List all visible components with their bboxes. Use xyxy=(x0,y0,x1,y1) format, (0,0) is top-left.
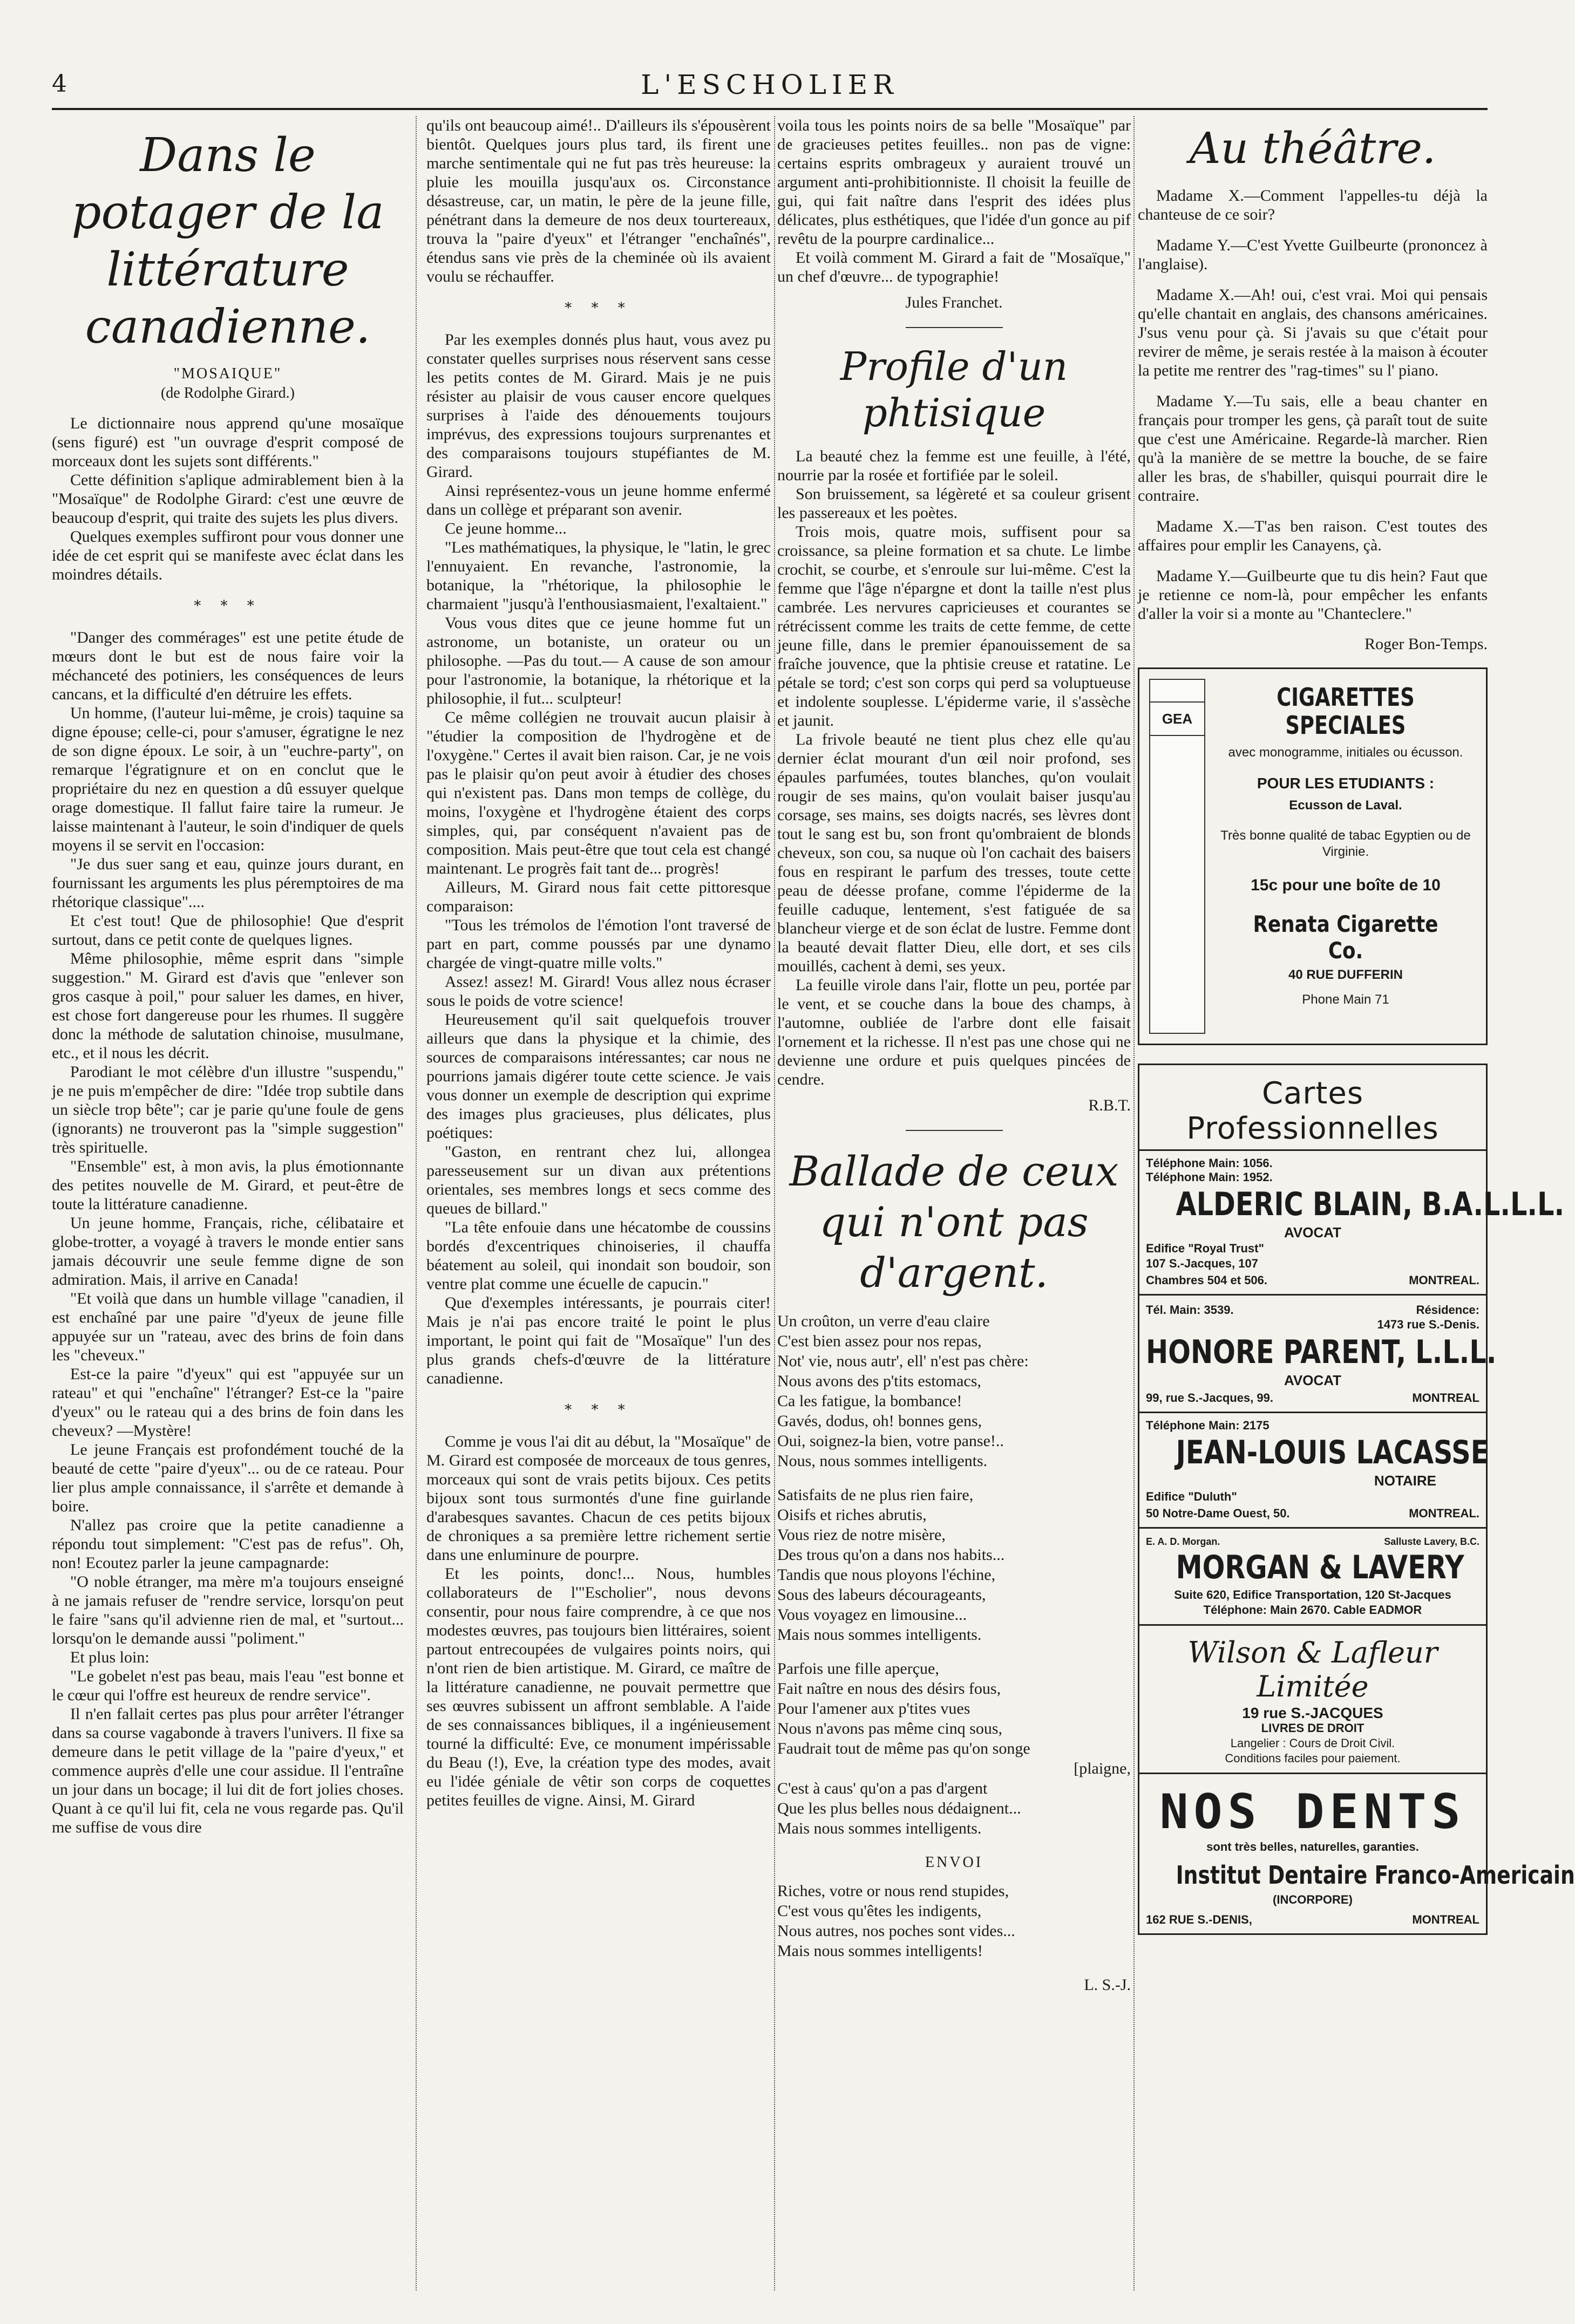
poem-line: Des trous qu'on a dans nos habits... xyxy=(777,1546,1005,1564)
page-number: 4 xyxy=(52,70,67,98)
cards-title: Cartes Professionnelles xyxy=(1139,1065,1486,1151)
paragraph: La beauté chez la femme est une feuille, à l'été, nourrie par la rosée et fortifiée par le soleil. xyxy=(777,447,1131,484)
poem-line: Tandis que nous ployons l'échine, xyxy=(777,1566,996,1584)
poem-line: Un croûton, un verre d'eau claire xyxy=(777,1312,990,1330)
poem-line: C'est à caus' qu'on a pas d'argent xyxy=(777,1780,988,1797)
card-city: MONTREAL xyxy=(1412,1391,1479,1405)
ad-phone: Phone Main 71 xyxy=(1302,992,1389,1007)
paragraph: Un jeune homme, Français, riche, célibataire et globe-trotter, a voyagé à travers le monde entier sans jamais découvrir une seule femme digne de son admiration. Mais, il arrive en Canada! xyxy=(52,1214,404,1289)
card-name: JEAN-LOUIS LACASSE xyxy=(1176,1434,1489,1471)
ad-title: CIGARETTES SPECIALES xyxy=(1277,683,1415,740)
paragraph: Par les exemples donnés plus haut, vous avez pu constater quelles surprises nous réservent sans cesse les petits contes de M. Girard. Mais je ne puis résister au plaisir de vous causer encore quelques surprises à l'aide des dénouements toujours imprévus, des expressions toujours surprenantes et des comparaisons toujours stupéfiantes de M. Girard. xyxy=(426,331,771,481)
poem-line: Mais nous sommes intelligents. xyxy=(777,1819,982,1837)
column-1 xyxy=(52,116,404,2291)
paragraph: Et c'est tout! Que de philosophie! Que d'esprit surtout, dans ce petit conte de quelques lignes. xyxy=(52,912,404,949)
ad-ecusson: Ecusson de Laval. xyxy=(1289,798,1402,813)
card-name: MORGAN & LAVERY xyxy=(1176,1549,1464,1586)
poem-line: Fait naître en nous des désirs fous, xyxy=(777,1680,1001,1698)
poem-stanza xyxy=(777,1311,1131,1471)
card-address: 50 Notre-Dame Ouest, 50. xyxy=(1146,1507,1290,1520)
card-headline: NOS DENTS xyxy=(1159,1784,1466,1839)
poem-line: Riches, votre or nous rend stupides, xyxy=(777,1882,1009,1900)
article-signature: R.B.T. xyxy=(1088,1096,1131,1114)
paragraph: Même philosophie, même esprit dans "simple suggestion." M. Girard est d'avis que "enlever son gros casque à poil," pour saluer les dames, en hiver, est chose fort dangereuse pour les rhumes. Il suggère donc la méthode de salutation chinoise, musulmane, etc., et il nous les décrit. xyxy=(52,950,404,1062)
poem-line: C'est bien assez pour nos repas, xyxy=(777,1332,982,1350)
article-body xyxy=(52,414,404,584)
cigarette-advertisement xyxy=(1138,667,1488,1045)
card-residence: Résidence: xyxy=(1416,1303,1479,1317)
section-stars: * * * xyxy=(565,1402,633,1418)
dialogue-line: Madame Y.—Guilbeurte que tu dis hein? Faut que je retienne ce nom-là, pour empêcher les enfants d'aller la voir si a monte au "Chanteclere." xyxy=(1138,567,1488,623)
column-divider xyxy=(774,116,775,2291)
card-role: NOTAIRE xyxy=(1374,1473,1436,1489)
cigarette-illustration xyxy=(1149,679,1205,1034)
card-rooms: Chambres 504 et 506. xyxy=(1146,1273,1268,1287)
poem-line: Oisifs et riches abrutis, xyxy=(777,1506,927,1524)
column-divider xyxy=(1133,116,1135,2291)
poem-signature: L. S.-J. xyxy=(1084,1976,1131,1994)
section-stars: * * * xyxy=(194,598,262,614)
poem-line: Nous, nous sommes intelligents. xyxy=(777,1452,988,1470)
paragraph: Vous vous dites que ce jeune homme fut un astronome, un botaniste, un orateur ou un philosophe. —Pas du tout.— A cause de son amour pour l'astronomie, la botanique, la rhétorique et la philosophie, il fut... sculpteur! xyxy=(426,614,771,707)
poem-line: [plaigne, xyxy=(1074,1760,1131,1777)
paragraph: "Le gobelet n'est pas beau, mais l'eau "est bonne et le cœur qui l'offre est heureux de rendre service". xyxy=(52,1667,404,1704)
poem-line: Nous n'avons pas même cinq sous, xyxy=(777,1720,1003,1737)
paragraph: Il n'en fallait certes pas plus pour arrêter l'étranger dans sa course vagabonde à travers l'univers. Il fixe sa demeure dans le petit village de la "paire d'yeux," et commence auprès d'elle une cour assidue. Il l'entraîne un jour dans un bocage; il lui dit de fort jolies choses. Quant à ce qu'il lui fit, cela ne vous regarde pas. Qu'il me suffise de vous dire xyxy=(52,1705,404,1836)
card-phone: Téléphone: Main 2670. Cable EADMOR xyxy=(1203,1603,1422,1617)
paragraph: "Les mathématiques, la physique, le "latin, le grec l'ennuyaient. En revanche, l'astronomie, la botanique, la "rhétorique, la philosophie le charmaient "jusqu'à l'enthousiasmaient, l'exaltaient." xyxy=(426,539,771,613)
paragraph: "Tous les trémolos de l'émotion l'ont traversé de part en part, comme poussés par une dynamo chargée de vingt-quatre mille volts." xyxy=(426,916,771,972)
poem-stanza xyxy=(777,1659,1131,1838)
paragraph: Que d'exemples intéressants, je pourrais citer! Mais je n'ai pas encore traité le point le plus important, le point qui fait de "Mosaïque" l'un des plus grands chefs-d'œuvre de la littérature canadienne. xyxy=(426,1294,771,1387)
card-row xyxy=(1146,1303,1479,1317)
card-row xyxy=(1146,1391,1479,1405)
paragraph: Un homme, (l'auteur lui-même, je crois) taquine sa digne épouse; celle-ci, pour s'amuser, égratigne le nez de son digne époux. Le soir, à un "euchre-party", on remarque l'égratignure et on en conclut que le propriétaire du nez en question a dû essuyer quelque orage domestique. Il fallut faire taire la rumeur. Je laisse maintenant à l'auteur, le soin d'indiquer de quels moyens il se servit en l'occasion: xyxy=(52,704,404,854)
poem-line: Faudrait tout de même pas qu'on songe xyxy=(777,1740,1030,1757)
ad-quality: Très bonne qualité de tabac Egyptien ou de Virginie. xyxy=(1220,828,1471,859)
paragraph: Assez! assez! M. Girard! Vous allez nous écraser sous le poids de votre science! xyxy=(426,973,771,1010)
card-row xyxy=(1146,1913,1479,1927)
dialogue-line: Madame X.—Comment l'appelles-tu déjà la chanteuse de ce soir? xyxy=(1138,187,1488,223)
card-building: Edifice "Duluth" xyxy=(1146,1490,1237,1503)
article-body xyxy=(52,628,404,1837)
card-address: 99, rue S.-Jacques, 99. xyxy=(1146,1391,1274,1405)
paragraph: "La tête enfouie dans une hécatombe de coussins bordés d'excentriques chinoiseries, il chauffa béatement au soleil, qui inondait son boudoir, son ventre plat comme une écuelle de capucin." xyxy=(426,1218,771,1293)
poem-line: Mais nous sommes intelligents! xyxy=(777,1942,983,1960)
article-title: Dans le potager de la littérature canadienne. xyxy=(71,128,384,354)
article-body xyxy=(426,116,771,286)
paragraph: Parodiant le mot célèbre d'un illustre "suspendu," je ne puis m'empêcher de dire: "Idée trop subtile dans un siècle trop bête"; car je parie qu'une foule de gens (ignorants) ne trouveront pas la "simple suggestion" très spirituelle. xyxy=(52,1063,404,1156)
article-subhead: "MOSAIQUE" xyxy=(173,365,282,382)
business-card xyxy=(1139,1626,1486,1774)
paragraph: Heureusement qu'il sait quelquefois trouver ailleurs que dans la physique et la chimie, des sources de comparaisons intéressantes; car nous ne pourrions jamais digérer toute cette science. Je vais vous donner un exemple de description qui exprime des images plus gracieuses, plus délicates, plus poétiques: xyxy=(426,1011,771,1142)
article-signature: Roger Bon-Temps. xyxy=(1364,635,1488,653)
dialogue-line: Madame X.—T'as ben raison. C'est toutes des affaires pour emplir les Canayens, çà. xyxy=(1138,517,1488,554)
professional-cards xyxy=(1138,1064,1575,1935)
cigarette-band: GEA xyxy=(1150,701,1204,736)
card-conditions: Conditions faciles pour paiement. xyxy=(1225,1751,1401,1765)
paragraph: "Ensemble" est, à mon avis, la plus émotionnante des petites nouvelle de M. Girard, et peut-être de toute la littérature canadienne. xyxy=(52,1157,404,1213)
business-card xyxy=(1139,1413,1489,1529)
card-institute: Institut Dentaire Franco-Americain xyxy=(1176,1860,1575,1890)
card-address: 19 rue S.-JACQUES xyxy=(1242,1705,1383,1721)
poem-line: Satisfaits de ne plus rien faire, xyxy=(777,1486,974,1504)
poem-title: Ballade de ceux qui n'ont pas d'argent. xyxy=(789,1147,1119,1297)
card-phone: Téléphone Main: 2175 xyxy=(1146,1419,1269,1432)
card-phone: Tél. Main: 3539. xyxy=(1146,1303,1234,1317)
card-courses: Langelier : Cours de Droit Civil. xyxy=(1230,1736,1395,1750)
card-address: 162 RUE S.-DENIS, xyxy=(1146,1913,1252,1926)
paragraph: Ailleurs, M. Girard nous fait cette pittoresque comparaison: xyxy=(426,878,771,915)
card-city: MONTREAL. xyxy=(1409,1507,1479,1520)
column-3 xyxy=(777,116,1131,2291)
card-role: AVOCAT xyxy=(1284,1224,1341,1241)
ad-students: POUR LES ETUDIANTS : xyxy=(1257,775,1435,792)
poem-line: Que les plus belles nous dédaignent... xyxy=(777,1800,1021,1817)
poem-line: Gavés, dodus, oh! bonnes gens, xyxy=(777,1412,982,1430)
paragraph: Le jeune Français est profondément touché de la beauté de cette "paire d'yeux"... ou de ce rateau. Pour lier plus ample connaissance, il s'arrête et demande à boire. xyxy=(52,1441,404,1515)
paragraph: Le dictionnaire nous apprend qu'une mosaïque (sens figuré) est "un ouvrage d'esprit composé de morceaux dont les sujets sont différents." xyxy=(52,414,404,470)
card-incorporated: (INCORPORE) xyxy=(1273,1893,1353,1906)
poem-stanza xyxy=(777,1881,1131,1961)
column-2 xyxy=(426,116,771,2291)
paragraph: "O noble étranger, ma mère m'a toujours enseigné à ne jamais refuser de "rendre service, lorsqu'on peut le faire "sans qu'il advienne rien de mal, et "surtout... lorsqu'on le demande aussi "poliment." xyxy=(52,1573,404,1647)
poem-line: Vous riez de notre misère, xyxy=(777,1526,946,1544)
poem-line: Nous autres, nos poches sont vides... xyxy=(777,1922,1015,1940)
paragraph: Ce jeune homme... xyxy=(445,520,567,537)
card-city: MONTREAL xyxy=(1412,1913,1479,1926)
card-partner: Salluste Lavery, B.C. xyxy=(1384,1536,1479,1547)
card-phone: Téléphone Main: 1056. xyxy=(1146,1156,1273,1170)
poem-line: Oui, soignez-la bien, votre panse!.. xyxy=(777,1432,1004,1450)
card-tagline: sont très belles, naturelles, garanties. xyxy=(1206,1840,1419,1853)
poem-line: Pour l'amener aux p'tites vues xyxy=(777,1700,970,1718)
card-books: LIVRES DE DROIT xyxy=(1261,1721,1364,1735)
poem-line: Nous avons des p'tits estomacs, xyxy=(777,1372,981,1390)
masthead: L'ESCHOLIER xyxy=(641,69,899,100)
poem-line: Mais nous sommes intelligents. xyxy=(777,1626,982,1644)
card-building: Edifice "Royal Trust" xyxy=(1146,1242,1264,1255)
card-name: Wilson & Lafleur Limitée xyxy=(1187,1635,1438,1703)
poem-line: C'est vous qu'êtes les indigents, xyxy=(777,1902,982,1920)
business-card xyxy=(1139,1774,1575,1933)
card-residence-address: 1473 rue S.-Denis. xyxy=(1377,1318,1479,1331)
poem-line: Sous des labeurs décourageants, xyxy=(777,1586,986,1604)
paragraph: voila tous les points noirs de sa belle "Mosaïque" par de gracieuses petites feuilles.. non pas de vigne: certains esprits ombrageux y auraient trouvé un argument anti-prohibitionniste. Il choisit la feuille de gui, qui fait naître dans l'esprit des idées plus délicates, plus esthétiques, que l'idée d'un gonce au pif revêtu de la pourpre cardinalice... xyxy=(777,117,1131,248)
paragraph: Ce même collégien ne trouvait aucun plaisir à "étudier la composition de l'hydrogène et de l'oxygène." Certes il avait bien raison. Car, je ne vois pas le plaisir qu'on peut avoir à étudier des choses qui n'existent pas. Dans mon temps de collège, du moins, l'oxygène et l'hydrogène étaient des corps simples, qui, par conséquent n'avaient pas de composition. Mais peut-être que tout cela est changé maintenant. Le progrès fait tant de... progrès! xyxy=(426,708,771,877)
business-card xyxy=(1139,1151,1565,1296)
column-4 xyxy=(1138,116,1575,2291)
business-card xyxy=(1139,1529,1486,1626)
card-name: HONORE PARENT, L.L.L. xyxy=(1146,1333,1497,1371)
dialogue-line: Madame Y.—Tu sais, elle a beau chanter en français pour tromper les gens, çà paraît tout de suite que c'est une Américaine. Regarde-là marcher. Rien qu'à la manière de se mettre la bouche, de se faire aller les bras, de s'habiller, quisqui pourrait dire le contraire. xyxy=(1138,392,1488,505)
dialogue-line: Madame Y.—C'est Yvette Guilbeurte (prononcez à l'anglaise). xyxy=(1138,236,1488,273)
ad-address: 40 RUE DUFFERIN xyxy=(1288,967,1403,982)
poem-line: Ca les fatigue, la bombance! xyxy=(777,1392,962,1410)
card-address: Suite 620, Edifice Transportation, 120 St-Jacques xyxy=(1174,1588,1451,1601)
card-row xyxy=(1146,1273,1479,1287)
section-stars: * * * xyxy=(565,300,633,316)
header-rule xyxy=(52,108,1488,110)
card-partner: E. A. D. Morgan. xyxy=(1146,1536,1220,1547)
card-phone: Téléphone Main: 1952. xyxy=(1146,1170,1273,1184)
page-header xyxy=(52,65,1488,108)
card-name: ALDERIC BLAIN, B.A.L.L.L. xyxy=(1176,1185,1565,1223)
paragraph: La frivole beauté ne tient plus chez elle qu'au dernier éclat mourant d'un œil noir profond, ses épaules parfumées, toutes blanches, qu'on voulait rougir de ses mains, qu'on voulait baiser jusqu'au corsage, ses mains, ses doigts nacrés, ses lèvres dont tout le sang est bu, son front qu'ombraient de blonds cheveux, son cou, sa nuque où l'on cachait des baisers fous en respirant le parfum des tresses, toute cette peau de déesse profane, comme l'épiderme de la feuille caduque, lentement, s'est fatiguée de sa blancheur vierge et de son éclat de lustre. Femme dont la beauté devait flatter Dieu, elle dort, et ses cils mouillés, cachent à demi, ses yeux. xyxy=(777,731,1131,975)
business-card xyxy=(1139,1296,1497,1413)
paragraph: La feuille virole dans l'air, flotte un peu, portée par le vent, et se couche dans la boue des champs, à l'automne, oubliée de l'arbre dont elle faisait l'ornement et la richesse. Il n'est pas une chose qui ne devienne une ordure et puis quelques pincées de cendre. xyxy=(777,976,1131,1088)
paragraph: Trois mois, quatre mois, suffisent pour sa croissance, sa pleine formation et sa chute. Le limbe crochit, se courbe, et s'enroule sur lui-même. C'est la femme que l'âge n'épargne et dont la taille n'est plus cambrée. Les nervures capricieuses et courantes se rétrécissent comme les traits de cette femme, de cette jeune fille, dans le premier épanouissement de sa fraîche jouvence, que la phtisie creuse et ratatine. Le pétale se tord; c'est son corps qui perd sa voluptueuse et indolente souplesse. L'épiderme varie, il s'assèche et jaunit. xyxy=(777,523,1131,730)
paragraph: Est-ce la paire "d'yeux" qui est "appuyée sur un rateau" et qui "enchaîne" l'étranger? Est-ce la "paire d'yeux" ou le rateau qui a des brins de foin dans les cheveux? —Mystère! xyxy=(52,1365,404,1440)
poem-line: Not' vie, nous autr', ell' n'est pas chère: xyxy=(777,1352,1029,1370)
article-body xyxy=(777,116,1131,286)
envoi-label: ENVOI xyxy=(925,1854,983,1871)
article-title: Profile d'un phtisique xyxy=(840,344,1068,435)
article-body xyxy=(777,447,1131,1089)
card-role: AVOCAT xyxy=(1284,1372,1341,1388)
paragraph: Quelques exemples suffiront pour vous donner une idée de cet esprit qui se manifeste avec éclat dans les moindres détails. xyxy=(52,528,404,583)
dialogue-line: Madame X.—Ah! oui, c'est vrai. Moi qui pensais qu'elle chantait en anglais, des chansons américaines. J'sus venu pour çà. Si j'avais su que c'était pour revirer de même, je serais restée à la maison à écouter la petite me rentrer des "rag-times" su l' piano. xyxy=(1138,286,1488,379)
paragraph: "Danger des commérages" est une petite étude de mœurs dont le but est de nous faire voir la méchanceté des potiniers, les conséquences de leurs cancans, et la difficulté d'en détruire les effets. xyxy=(52,629,404,703)
article-title: Au théâtre. xyxy=(1189,123,1436,173)
paragraph: N'allez pas croire que la petite canadienne a répondu tout simplement: "C'est pas de refus". Oh, non! Ecoutez parler la jeune campagnarde: xyxy=(52,1516,404,1572)
poem xyxy=(777,1311,1131,1995)
ad-company: Renata Cigarette Co. xyxy=(1253,911,1438,964)
article-byline: (de Rodolphe Girard.) xyxy=(160,385,295,401)
card-row xyxy=(1146,1507,1479,1521)
card-row xyxy=(1146,1536,1479,1548)
paragraph: Son bruissement, sa légèreté et sa couleur grisent les passereaux et les poètes. xyxy=(777,485,1131,522)
ad-subtitle: avec monogramme, initiales ou écusson. xyxy=(1228,745,1463,760)
paragraph: Et voilà comment M. Girard a fait de "Mosaïque," un chef d'œuvre... de typographie! xyxy=(777,249,1131,285)
poem-line: Vous voyagez en limousine... xyxy=(777,1606,967,1624)
ad-price: 15c pour une boîte de 10 xyxy=(1251,876,1441,894)
article-signature: Jules Franchet. xyxy=(905,294,1003,311)
article-body xyxy=(426,1432,771,1810)
paragraph: Ainsi représentez-vous un jeune homme enfermé dans un collège et préparant son avenir. xyxy=(426,482,771,519)
paragraph: "Gaston, en rentrant chez lui, allongea paresseusement sur un divan aux prétentions orientales, ses membres longs et secs comme des queues de billard." xyxy=(426,1143,771,1217)
paragraph: "Et voilà que dans un humble village "canadien, il est enchaîné par une paire "d'yeux de jeune fille appuyée sur un "rateau, avec des brins de foin dans les "cheveux." xyxy=(52,1290,404,1364)
paragraph: "Je dus suer sang et eau, quinze jours durant, en fournissant les arguments les plus péremptoires de ma rhétorique classique".... xyxy=(52,855,404,911)
poem-stanza xyxy=(777,1485,1131,1645)
paragraph: Et les points, donc!... Nous, humbles collaborateurs de l'"Escholier", nous devons consentir, pour nous faire comprendre, à ce que nos modestes œuvres, pas toujours bien littéraires, soient partout entrecoupées de vulgaires points noirs, qui n'ont rien de bien artistique. M. Girard, ce maître de la littérature canadienne, ne pouvait permettre que ses œuvres subissent un affront semblable. A l'aide de ses connaissances bibliques, il a ingénieusement tourné la difficulté: Eve, ce monument impérissable du Beau (!), Eve, la création type des modes, avait eu l'idée géniale de vêtir son corps de coquettes petites feuilles de vigne. Ainsi, M. Girard xyxy=(426,1565,771,1809)
paragraph: Cette définition s'aplique admirablement bien à la "Mosaïque" de Rodolphe Girard: c'est une œuvre de beaucoup d'esprit, qui traite des sujets les plus divers. xyxy=(52,471,404,527)
cigarette-ad-text xyxy=(1215,679,1476,1034)
divider xyxy=(906,1130,1003,1131)
card-city: MONTREAL. xyxy=(1409,1273,1479,1287)
paragraph: Comme je vous l'ai dit au début, la "Mosaïque" de M. Girard est composée de morceaux de tous genres, morceaux qui sont de vrais petits bijoux. Ces petits bijoux sont tous surmontés d'une fine guirlande d'arabesques savantes. Chacun de ces petits bijoux de chroniques a sa première lettre richement sertie dans une enluminure de pourpre. xyxy=(426,1433,771,1564)
poem-line: Parfois une fille aperçue, xyxy=(777,1660,939,1678)
article-body xyxy=(426,330,771,1388)
paragraph: qu'ils ont beaucoup aimé!.. D'ailleurs ils s'épousèrent bientôt. Quelques jours plus tard, ils firent une marche sentimentale qui ne fut pas très heureuse: la pluie les mouilla jusqu'aux os. Circonstance désastreuse, car, un matin, le père de la jeune fille, pénétrant dans la demeure de nos deux tourtereaux, trouva la "paire d'yeux" et l'étranger "enchaînés", étendus sans vie près de la cheminée où ils avaient voulu se réchauffer. xyxy=(426,117,771,285)
dialogue xyxy=(1138,186,1488,623)
card-address: 107 S.-Jacques, 107 xyxy=(1146,1257,1258,1270)
column-divider xyxy=(416,116,417,2291)
divider xyxy=(906,327,1003,328)
paragraph: Et plus loin: xyxy=(70,1648,150,1666)
